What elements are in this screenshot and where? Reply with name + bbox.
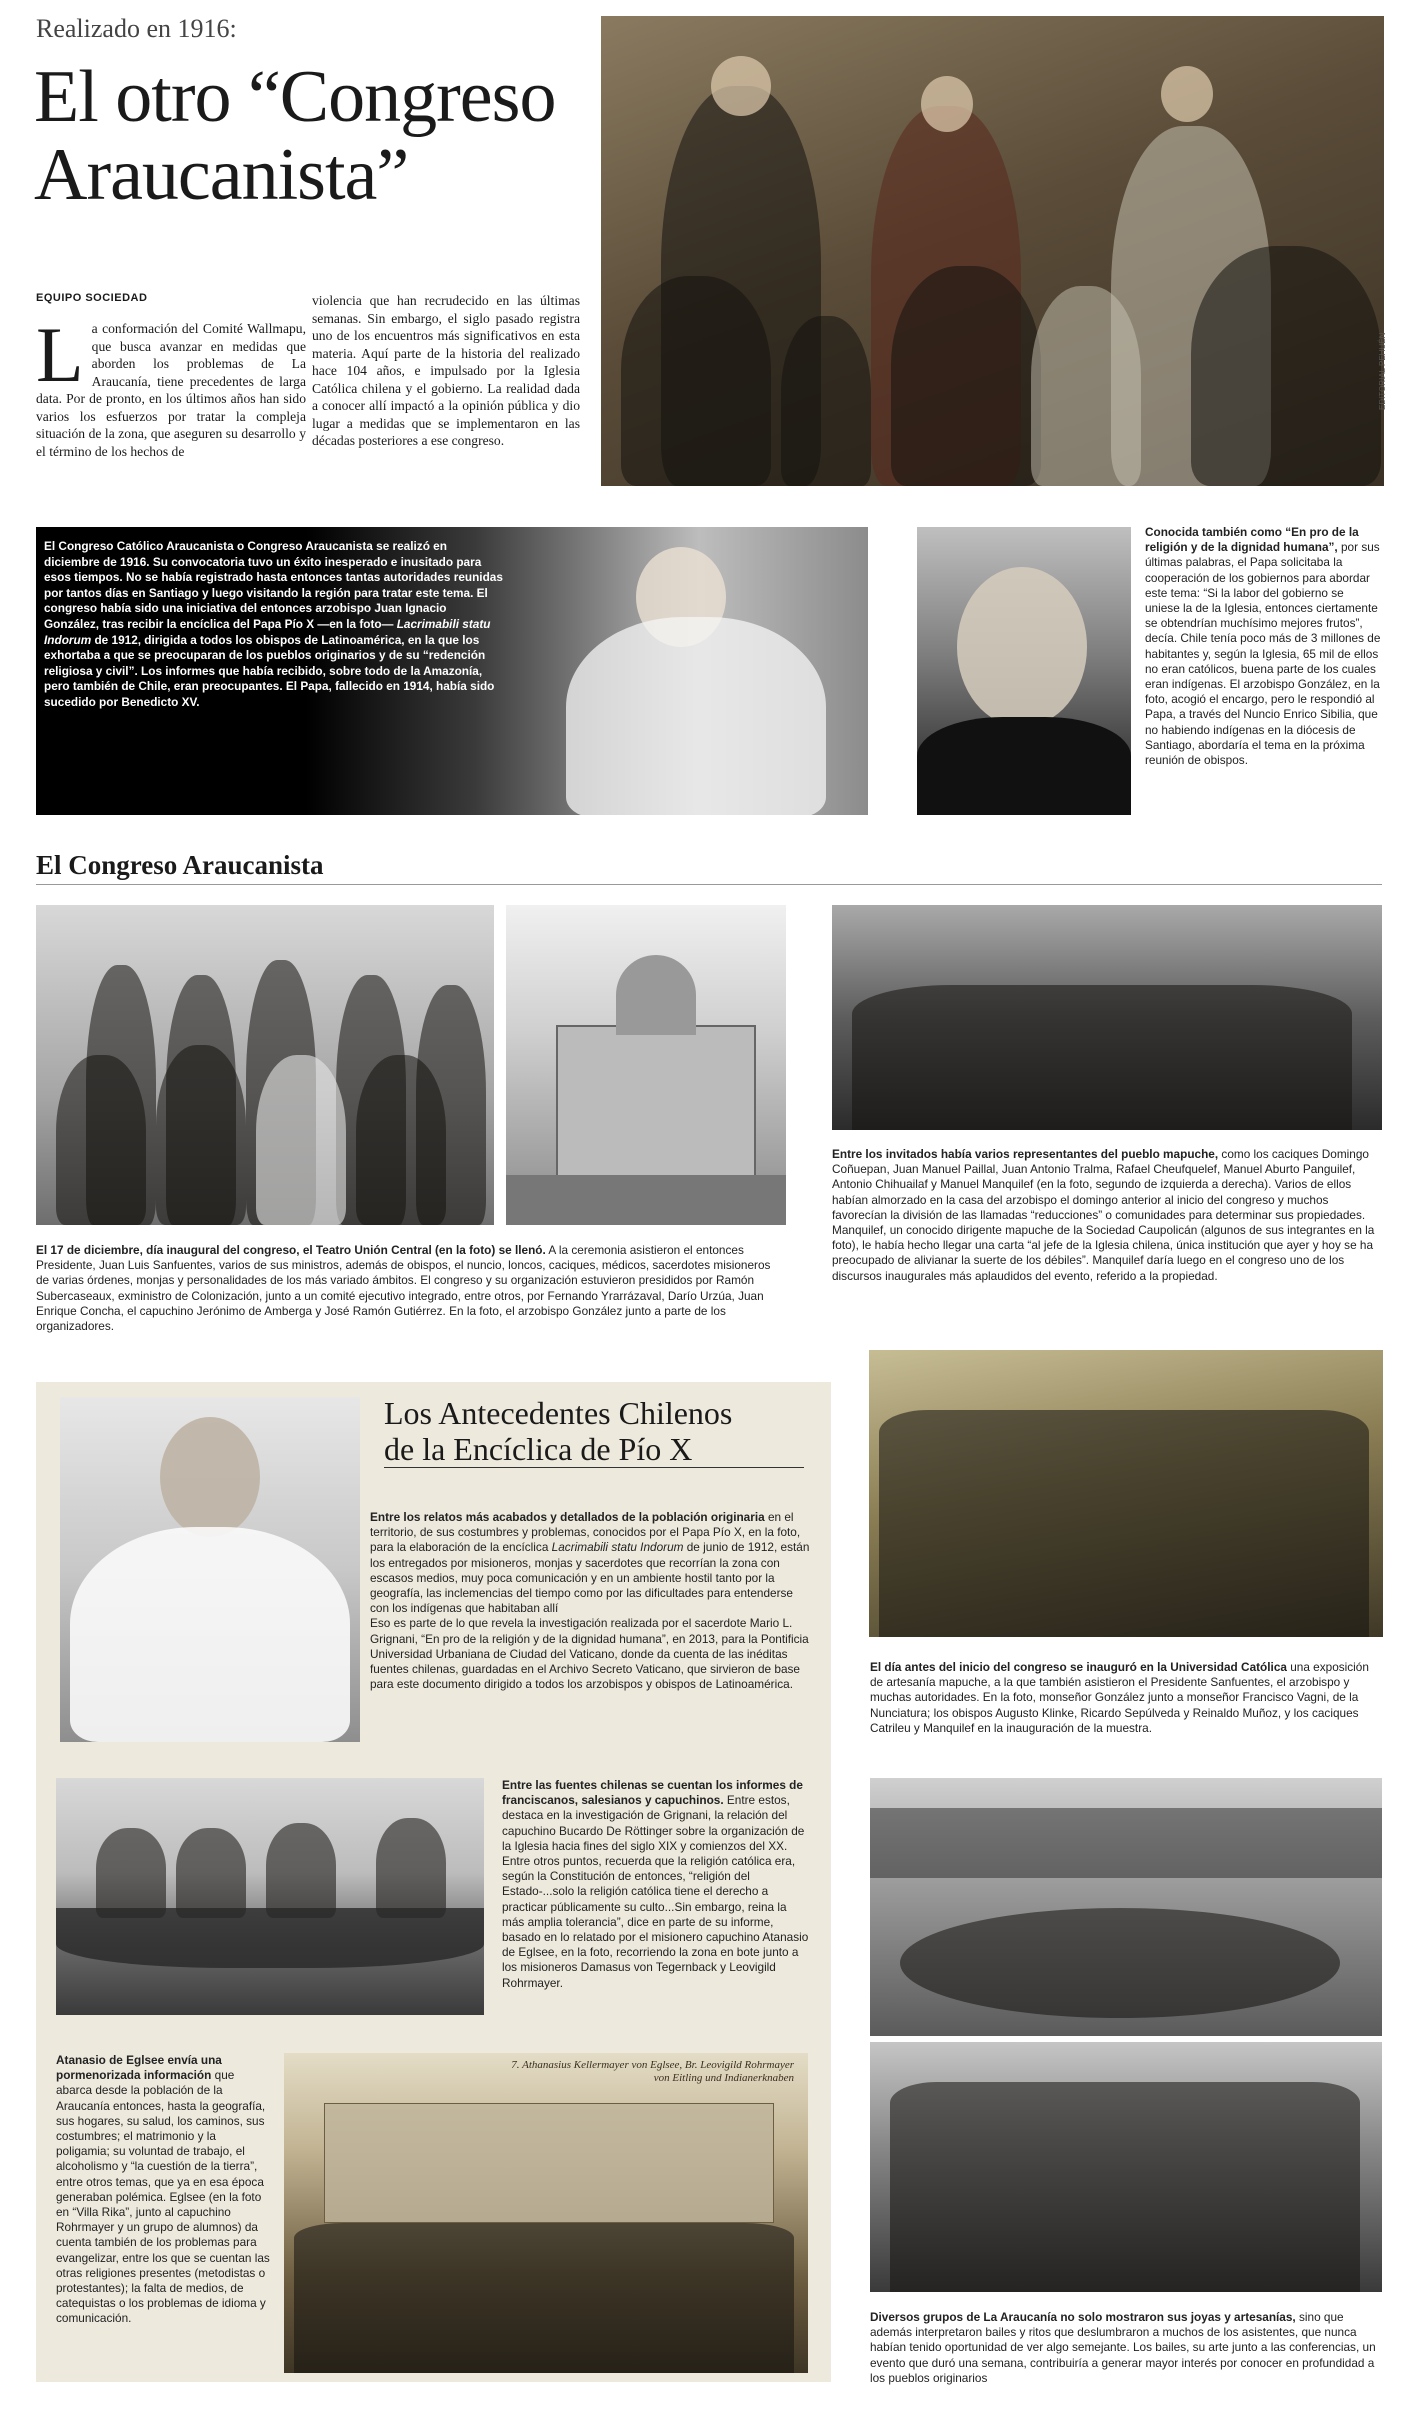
teatro-union-central-photo	[506, 905, 786, 1225]
caption-exhibition-bold: El día antes del inicio del congreso se inauguró en la Universidad Católica	[870, 1660, 1287, 1674]
antecedentes-p1-b: de junio de 1912, están los entregados por misioneros, monjas y sacerdotes que recorrían la zona con escasos medios, muy poca comunicación y en un ambiente hostil tanto por la geografía, las inclemencias del tiempo como por las dificultades para entenderse con los indígenas que habitaban allí	[370, 1540, 810, 1616]
mapuche-ritual-photo	[870, 1778, 1382, 2036]
antecedentes-p2: Eso es parte de lo que revela la investigación realizada por el sacerdote Mario L. Grignani, “En pro de la religión y de la dignidad humana”, en 2013, para la Pontificia Universidad Urbaniana de Ciudad del Vaticano, donde da cuenta de las inéditas fuentes chilenas, guardadas en el Archivo Secreto Vaticano, que sirvieron de base para este documento dirigido a todos los arzobispos y obispos de Latinoamérica.	[370, 1616, 809, 1692]
pope-box-text	[44, 539, 504, 711]
caption-guests-text: como los caciques Domingo Coñuepan, Juan Manuel Paillal, Juan Antonio Tralma, Rafael Cheufquelef, Manuel Aburto Panguilef, Antonio Chihuailaf y Manuel Manquilef (en la foto, segundo de izquierda a derecha). Varios de ellos habían almorzado en la casa del arzobispo el domingo anterior al inicio del congreso y muchos favorecían la división de las llamadas “reducciones” o comunidades para determinar sus propiedades. Manquilef, un conocido dirigente mapuche de la Sociedad Caupolicán (algunos de sus integrantes en la foto), le había hecho llegar una carta “al jefe de la Iglesia chilena, única institución que ayer y hoy se ha preocupado de alivianar la suerte de los débiles”. Manquilef daría luego en el congreso uno de los discursos inaugurales más aplaudidos del evento, referido a la propiedad.	[832, 1147, 1375, 1283]
organizers-group-photo	[36, 905, 494, 1225]
antecedentes-p4-text: que abarca desde la población de la Araucanía entonces, hasta la geografía, sus hogares, su salud, los caminos, sus costumbres; el matrimonio y la poligamia; su voluntad de trabajo, el alcoholismo y “la cuestión de la tierra”, entre otros temas, que ya en esa época generaban polémica. Eglsee (en la foto en “Villa Rika”, junto al capuchino Rohrmayer y un grupo de alumnos) da cuenta también de los problemas para evangelizar, entre los que se cuentan las otras religiones presentes (metodistas o protestantes); la falta de medios, de catequistas o los problemas de idioma y comunicación.	[56, 2068, 270, 2326]
photo-inscription-line-1: 7. Athanasius Kellermayer von Eglsee, Br. Leovigild Rohrmayer	[511, 2059, 794, 2071]
intro-column-1	[36, 311, 306, 460]
caption-guests	[832, 1147, 1382, 1284]
headline	[34, 58, 594, 214]
kicker: Realizado en 1916:	[36, 14, 237, 43]
caption-groups-bold: Diversos grupos de La Araucanía no solo mostraron sus joyas y artesanías,	[870, 2310, 1296, 2324]
antecedentes-paragraph-1	[370, 1510, 810, 1692]
intro-text-1: a conformación del Comité Wallmapu, que busca avanzar en medidas que aborden los problemas de La Araucanía, tiene precedentes de larga data. Por de pronto, en los últimos años han sido varios los esfuerzos por tratar la compleja situación de la zona, que aseguren su desarrollo y el término de los hechos de	[36, 321, 306, 459]
pope-text-a: El Congreso Católico Araucanista o Congreso Araucanista se realizó en diciembre de 1916. Su convocatoria tuvo un éxito inesperado e inusitado para esos tiempos. No se había registrado hasta entonces tantas autoridades reunidas por tantos días en Santiago y luego visitando la región para tratar este tema. El congreso había sido una iniciativa del entonces arzobispo Juan Ignacio González, tras recibir la encíclica del Papa Pío X —en la foto—	[44, 539, 503, 631]
antecedentes-p4-bold: Atanasio de Eglsee envía una pormenorizada información	[56, 2053, 222, 2083]
pope-text-encyclical: Lacrimabili statu Indorum	[44, 616, 491, 647]
antecedentes-title-line-2: de la Encíclica de Pío X	[384, 1431, 693, 1467]
caption-inaugural-day	[36, 1243, 786, 1334]
caption-guests-bold: Entre los invitados había varios representantes del pueblo mapuche,	[832, 1147, 1219, 1161]
intro-column-2: violencia que han recrudecido en las últimas semanas. Sin embargo, el siglo pasado registra uno de los encuentros más significativos en esta materia. Aquí parte de la historia del realizado hace 104 años, e impulsado por la Iglesia Católica chilena y el gobierno. La realidad dada a conocer allí impactó a la opinión pública y dio lugar a medidas que se implementaron en las décadas posteriores a ese congreso.	[312, 293, 580, 448]
priest-caption	[1145, 525, 1381, 768]
antecedentes-paragraph-3	[502, 1778, 810, 1991]
mapuche-groups-photo	[870, 2042, 1382, 2292]
caption-groups-text: sino que además interpretaron bailes y ritos que deslumbraron a muchos de los asistentes, que nunca habían tenido oportunidad de ver algo semejante. Los bailes, su arte junto a las conferencias, un evento que duró una semana, contribuiría a generar mayor interés por conocer en profundidad a los pueblos originarios	[870, 2310, 1376, 2385]
mapuche-family-photo	[601, 16, 1384, 486]
antecedentes-paragraph-4	[56, 2053, 270, 2327]
crafts-exhibition-photo	[869, 1350, 1383, 1637]
headline-line-2: Araucanista”	[34, 134, 409, 216]
missionaries-boat-photo	[56, 1778, 484, 2015]
pius-x-portrait	[60, 1397, 360, 1742]
antecedentes-p3-bold: Entre las fuentes chilenas se cuentan los informes de franciscanos, salesianos y capuchinos.	[502, 1778, 803, 1808]
photo-credit: EDITORIAL PEHUÉN	[1378, 332, 1387, 410]
headline-line-1: El otro “Congreso	[34, 56, 556, 138]
antecedentes-title-line-1: Los Antecedentes Chilenos	[384, 1395, 733, 1431]
dropcap: L	[36, 311, 84, 398]
antecedentes-rule	[384, 1467, 804, 1468]
byline: EQUIPO SOCIEDAD	[36, 292, 148, 304]
antecedentes-p1-bold: Entre los relatos más acabados y detallados de la población originaria	[370, 1510, 765, 1524]
section-rule	[36, 884, 1382, 885]
antecedentes-p1-a: en el territorio, de sus costumbres y problemas, conocidos por el Papa Pío X, en la foto, para la elaboración de la encíclica	[370, 1510, 801, 1555]
archbishop-portrait	[917, 527, 1131, 815]
section-title: El Congreso Araucanista	[36, 850, 324, 880]
priest-caption-text: por sus últimas palabras, el Papa solicitaba la cooperación de los gobiernos para abordar este tema: “Si la labor del gobierno se uniese la de la Iglesia, entonces ciertamente se obtendrían muchísimo mejores frutos”, decía. Chile tenía poco más de 3 millones de habitantes y, según la Iglesia, 65 mil de ellos no eran católicos, buena parte de los cuales eran indígenas. El arzobispo González, en la foto, acogió el encargo, pero le respondió al Papa, a través del Nuncio Enrico Sibilia, que no habiendo indígenas en la diócesis de Santiago, abordaría el tema en la próxima reunión de obispos.	[1145, 540, 1381, 768]
antecedentes-p3-text: Entre estos, destaca en la investigación de Grignani, la relación del capuchino Bucardo De Röttinger sobre la organización de la Iglesia hacia fines del siglo XIX y comienzos del XX. Entre otros puntos, recuerda que la religión católica era, según la Constitución de entonces, “religión del Estado-...solo la religión católica tiene el derecho a practicar públicamente su culto...Sin embargo, reina la más amplia tolerancia”, dice en parte de su informe, basado en lo relatado por el misionero capuchino Atanasio de Eglsee, en la foto, recorriendo la zona en bote junto a los misioneros Damasus von Tegernback y Leovigild Rohrmayer.	[502, 1793, 809, 1990]
caption-inaugural-bold: El 17 de diciembre, día inaugural del congreso, el Teatro Unión Central (en la foto) se llenó.	[36, 1243, 546, 1257]
photo-inscription	[284, 2059, 808, 2085]
antecedentes-p1-italic: Lacrimabili statu Indorum	[551, 1540, 684, 1555]
villa-rika-mission-photo	[284, 2053, 808, 2373]
caption-groups	[870, 2310, 1382, 2386]
pope-text-b: de 1912, dirigida a todos los obispos de Latinoamérica, en la que los exhortaba a que se preocuparan de los pueblos originarios y de su “redención religiosa y civil”. Los informes que había recibido, sobre todo de la Amazonía, pero también de Chile, eran preocupantes. El Papa, fallecido en 1914, había sido sucedido por Benedicto XV.	[44, 632, 495, 709]
photo-inscription-line-2: von Eitling und Indianerknaben	[653, 2072, 794, 2084]
pope-info-box	[36, 527, 868, 815]
caption-exhibition-text: una exposición de artesanía mapuche, a la que también asistieron el Presidente Sanfuentes, el arzobispo y muchas autoridades. En la foto, monseñor González junto a monseñor Francisco Vagni, de la Nunciatura; los obispos Augusto Klinke, Ricardo Sepúlveda y Reinaldo Muñoz, y los caciques Catrileu y Manquilef en la inauguración de la muestra.	[870, 1660, 1369, 1735]
caption-exhibition	[870, 1660, 1382, 1736]
antecedentes-title	[384, 1395, 804, 1467]
mapuche-guests-photo	[832, 905, 1382, 1130]
priest-caption-bold: Conocida también como “En pro de la religión y de la dignidad humana”,	[1145, 525, 1359, 555]
caption-inaugural-text: A la ceremonia asistieron el entonces Presidente, Juan Luis Sanfuentes, varios de sus ministros, además de obispos, el nuncio, loncos, caciques, médicos, sacerdotes misioneros de varias órdenes, monjas y personalidades de los más variado ámbitos. El congreso y su organización estuvieron presididos por Ramón Subercaseaux, exministro de Colonización, junto a un comité ejecutivo integrado, entre otros, por Fernando Yrarrázaval, Darío Urzúa, Juan Enrique Concha, el capuchino Jerónimo de Amberga y José Ramón Gutiérrez. En la foto, el arzobispo González junto a parte de los organizadores.	[36, 1243, 771, 1334]
